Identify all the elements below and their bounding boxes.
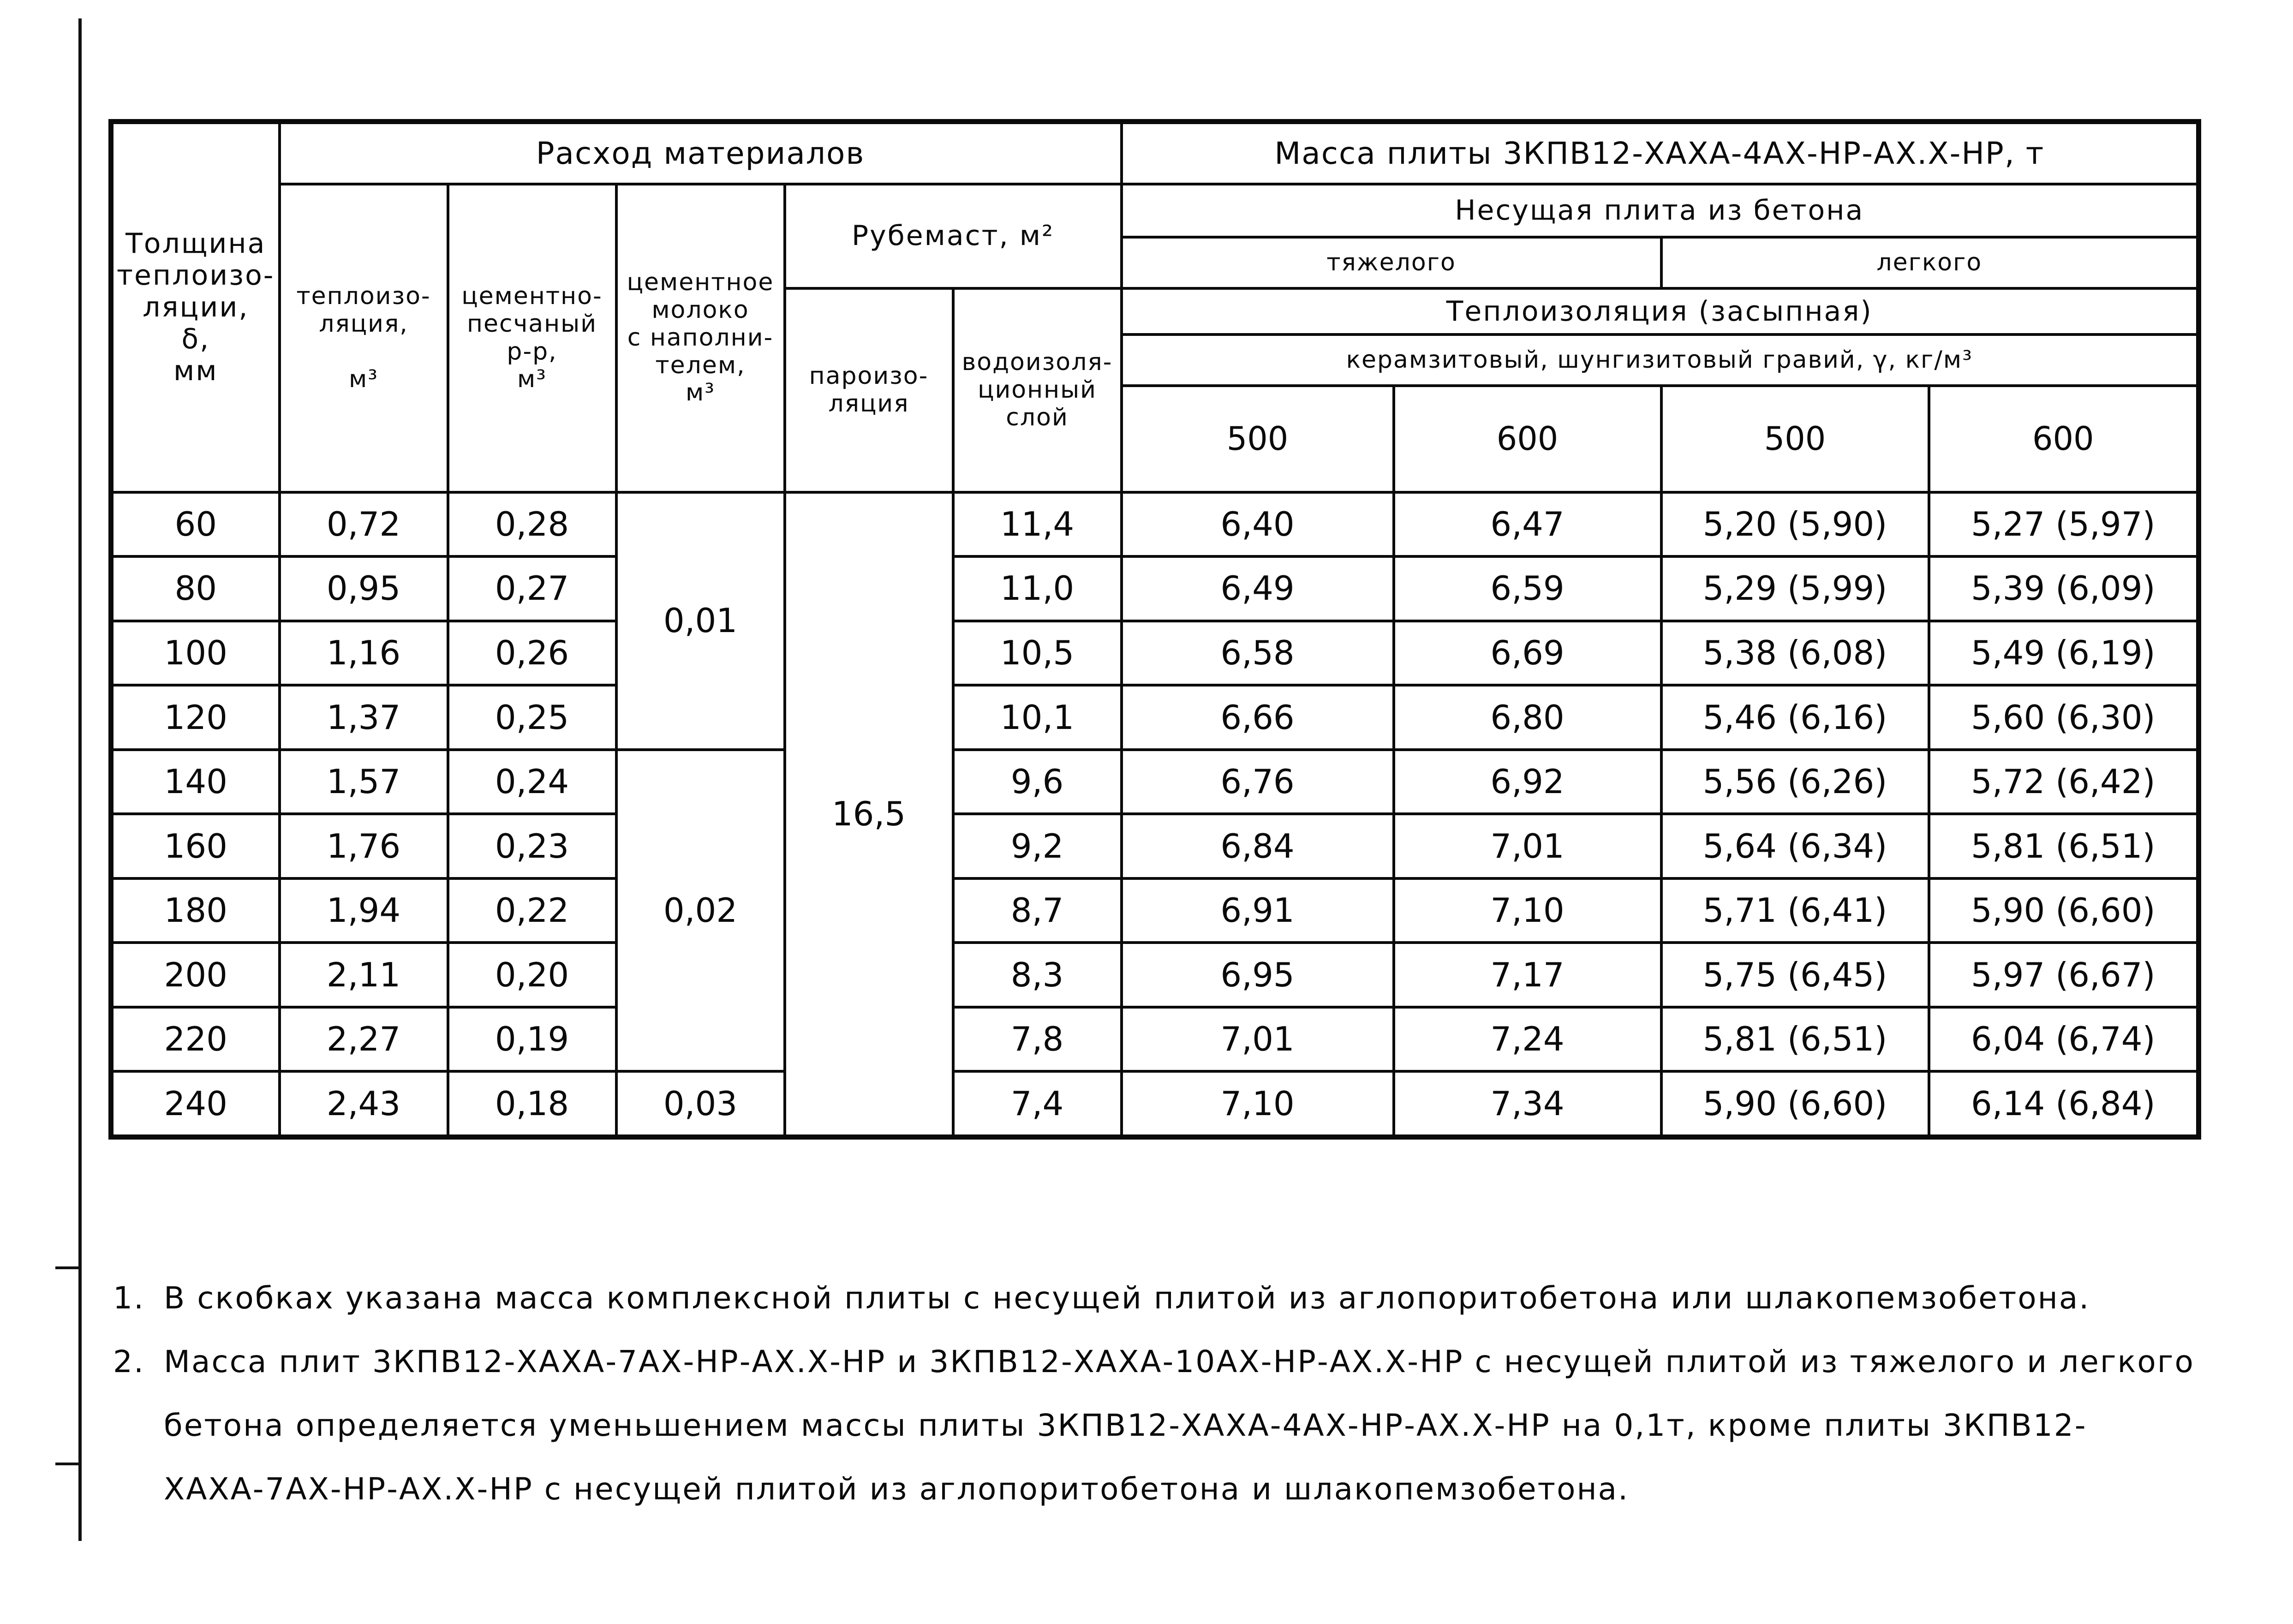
header-rubemast: Рубемаст, м² — [785, 184, 1122, 288]
cement-milk-cell-3: 0,03 — [616, 1071, 785, 1137]
mass-light-500-cell: 5,81 (6,51) — [1661, 1007, 1929, 1072]
mass-light-500-cell: 5,56 (6,26) — [1661, 750, 1929, 814]
mass-heavy-600-cell: 6,80 — [1394, 685, 1661, 750]
thickness-cell: 160 — [111, 814, 280, 878]
mass-light-600-cell: 5,81 (6,51) — [1929, 814, 2199, 878]
mass-light-600-cell: 5,49 (6,19) — [1929, 621, 2199, 686]
note-number: 1. — [113, 1280, 145, 1316]
mass-light-600-cell: 5,72 (6,42) — [1929, 750, 2199, 814]
thickness-cell: 100 — [111, 621, 280, 686]
waterproof-cell: 10,5 — [953, 621, 1122, 686]
header-density-heavy-600: 600 — [1394, 386, 1661, 492]
insulation-cell: 1,37 — [280, 685, 448, 750]
header-cement-milk: цементное молоко с наполни- телем, м³ — [616, 184, 785, 492]
thickness-cell: 80 — [111, 556, 280, 621]
note-item — [113, 1330, 2235, 1521]
header-heavy-concrete: тяжелого — [1122, 237, 1661, 288]
table-row — [111, 750, 2199, 814]
insulation-cell: 0,95 — [280, 556, 448, 621]
insulation-cell: 1,76 — [280, 814, 448, 878]
mass-heavy-600-cell: 7,17 — [1394, 943, 1661, 1007]
insulation-cell: 2,43 — [280, 1071, 448, 1137]
mass-heavy-500-cell: 6,76 — [1122, 750, 1394, 814]
mass-light-600-cell: 5,39 (6,09) — [1929, 556, 2199, 621]
header-gravel: керамзитовый, шунгизитовый гравий, γ, кг/м³ — [1122, 334, 2199, 385]
mass-heavy-500-cell: 6,58 — [1122, 621, 1394, 686]
waterproof-cell: 11,4 — [953, 492, 1122, 557]
mass-heavy-500-cell: 6,95 — [1122, 943, 1394, 1007]
cement-milk-cell-2: 0,02 — [616, 750, 785, 1072]
table-row — [111, 1071, 2199, 1137]
waterproof-cell: 7,8 — [953, 1007, 1122, 1072]
insulation-cell: 0,72 — [280, 492, 448, 557]
mass-light-600-cell: 6,04 (6,74) — [1929, 1007, 2199, 1072]
cement-sand-cell: 0,22 — [448, 878, 616, 943]
mass-light-500-cell: 5,38 (6,08) — [1661, 621, 1929, 686]
mass-light-500-cell: 5,90 (6,60) — [1661, 1071, 1929, 1137]
mass-light-500-cell: 5,75 (6,45) — [1661, 943, 1929, 1007]
cement-sand-cell: 0,23 — [448, 814, 616, 878]
mass-heavy-600-cell: 6,47 — [1394, 492, 1661, 557]
header-bearing-slab: Несущая плита из бетона — [1122, 184, 2199, 237]
vapor-barrier-cell: 16,5 — [785, 492, 953, 1137]
waterproof-cell: 8,7 — [953, 878, 1122, 943]
mass-heavy-600-cell: 7,24 — [1394, 1007, 1661, 1072]
margin-tick-lower — [55, 1463, 78, 1465]
table-row — [111, 556, 2199, 621]
header-insulation: теплоизо- ляция, м³ — [280, 184, 448, 492]
notes-section — [113, 1266, 2235, 1521]
thickness-cell: 140 — [111, 750, 280, 814]
mass-heavy-500-cell: 6,91 — [1122, 878, 1394, 943]
header-cement-sand: цементно- песчаный р-р, м³ — [448, 184, 616, 492]
insulation-cell: 2,11 — [280, 943, 448, 1007]
cement-sand-cell: 0,19 — [448, 1007, 616, 1072]
thickness-cell: 180 — [111, 878, 280, 943]
mass-heavy-600-cell: 7,34 — [1394, 1071, 1661, 1137]
waterproof-cell: 9,6 — [953, 750, 1122, 814]
thickness-cell: 120 — [111, 685, 280, 750]
header-light-concrete: легкого — [1661, 237, 2199, 288]
mass-heavy-500-cell: 6,49 — [1122, 556, 1394, 621]
mass-light-600-cell: 5,97 (6,67) — [1929, 943, 2199, 1007]
mass-light-500-cell: 5,20 (5,90) — [1661, 492, 1929, 557]
waterproof-cell: 8,3 — [953, 943, 1122, 1007]
materials-mass-table — [108, 119, 2201, 1140]
header-density-light-600: 600 — [1929, 386, 2199, 492]
table-row — [111, 943, 2199, 1007]
waterproof-cell: 9,2 — [953, 814, 1122, 878]
mass-heavy-500-cell: 7,10 — [1122, 1071, 1394, 1137]
mass-light-500-cell: 5,46 (6,16) — [1661, 685, 1929, 750]
cement-sand-cell: 0,24 — [448, 750, 616, 814]
table-row — [111, 1007, 2199, 1072]
note-text: Масса плит 3КПВ12-ХАХА-7АХ-НР-АХ.Х-НР и 3КПВ12-ХАХА-10АХ-НР-АХ.Х-НР с несущей плитой из тяжелого и легкого бетона определяется уменьшением массы плиты 3КПВ12-ХАХА-4АХ-НР-АХ.Х-НР на 0,1т, кроме плиты 3КПВ12-ХАХА-7АХ-НР-АХ.Х-НР с несущей плитой из аглопоритобетона и шлакопемзобетона. — [164, 1344, 2195, 1507]
waterproof-cell: 11,0 — [953, 556, 1122, 621]
mass-light-500-cell: 5,64 (6,34) — [1661, 814, 1929, 878]
mass-light-600-cell: 5,60 (6,30) — [1929, 685, 2199, 750]
cement-sand-cell: 0,28 — [448, 492, 616, 557]
cement-sand-cell: 0,27 — [448, 556, 616, 621]
left-margin-line — [78, 18, 82, 1541]
note-text: В скобках указана масса комплексной плиты с несущей плитой из аглопоритобетона или шлакопемзобетона. — [164, 1280, 2090, 1316]
insulation-cell: 2,27 — [280, 1007, 448, 1072]
mass-heavy-600-cell: 6,69 — [1394, 621, 1661, 686]
thickness-cell: 240 — [111, 1071, 280, 1137]
cement-sand-cell: 0,18 — [448, 1071, 616, 1137]
header-vapor-barrier: пароизо- ляция — [785, 288, 953, 492]
note-number: 2. — [113, 1344, 145, 1379]
table-row — [111, 814, 2199, 878]
mass-light-600-cell: 5,27 (5,97) — [1929, 492, 2199, 557]
thickness-cell: 60 — [111, 492, 280, 557]
waterproof-cell: 7,4 — [953, 1071, 1122, 1137]
mass-light-600-cell: 5,90 (6,60) — [1929, 878, 2199, 943]
header-thickness: Толщина теплоизо- ляции, δ, мм — [111, 122, 280, 492]
cement-sand-cell: 0,26 — [448, 621, 616, 686]
header-waterproof-layer: водоизоля- ционный слой — [953, 288, 1122, 492]
margin-tick-upper — [55, 1266, 78, 1269]
insulation-cell: 1,16 — [280, 621, 448, 686]
header-mass-group: Масса плиты 3КПВ12-ХАХА-4АХ-НР-АХ.Х-НР, т — [1122, 122, 2199, 185]
mass-light-500-cell: 5,71 (6,41) — [1661, 878, 1929, 943]
table-row — [111, 621, 2199, 686]
mass-heavy-600-cell: 7,10 — [1394, 878, 1661, 943]
note-item — [113, 1266, 2235, 1330]
cement-sand-cell: 0,20 — [448, 943, 616, 1007]
mass-light-600-cell: 6,14 (6,84) — [1929, 1071, 2199, 1137]
cement-milk-cell-1: 0,01 — [616, 492, 785, 750]
waterproof-cell: 10,1 — [953, 685, 1122, 750]
mass-heavy-500-cell: 6,84 — [1122, 814, 1394, 878]
header-density-light-500: 500 — [1661, 386, 1929, 492]
mass-heavy-500-cell: 7,01 — [1122, 1007, 1394, 1072]
mass-heavy-600-cell: 7,01 — [1394, 814, 1661, 878]
insulation-cell: 1,57 — [280, 750, 448, 814]
mass-heavy-500-cell: 6,40 — [1122, 492, 1394, 557]
thickness-cell: 200 — [111, 943, 280, 1007]
mass-heavy-500-cell: 6,66 — [1122, 685, 1394, 750]
table-row — [111, 685, 2199, 750]
table-row — [111, 492, 2199, 557]
thickness-cell: 220 — [111, 1007, 280, 1072]
header-insulation-fill: Теплоизоляция (засыпная) — [1122, 288, 2199, 334]
table-row — [111, 878, 2199, 943]
header-density-heavy-500: 500 — [1122, 386, 1394, 492]
mass-light-500-cell: 5,29 (5,99) — [1661, 556, 1929, 621]
mass-heavy-600-cell: 6,92 — [1394, 750, 1661, 814]
insulation-cell: 1,94 — [280, 878, 448, 943]
header-materials-group: Расход материалов — [280, 122, 1122, 185]
mass-heavy-600-cell: 6,59 — [1394, 556, 1661, 621]
cement-sand-cell: 0,25 — [448, 685, 616, 750]
